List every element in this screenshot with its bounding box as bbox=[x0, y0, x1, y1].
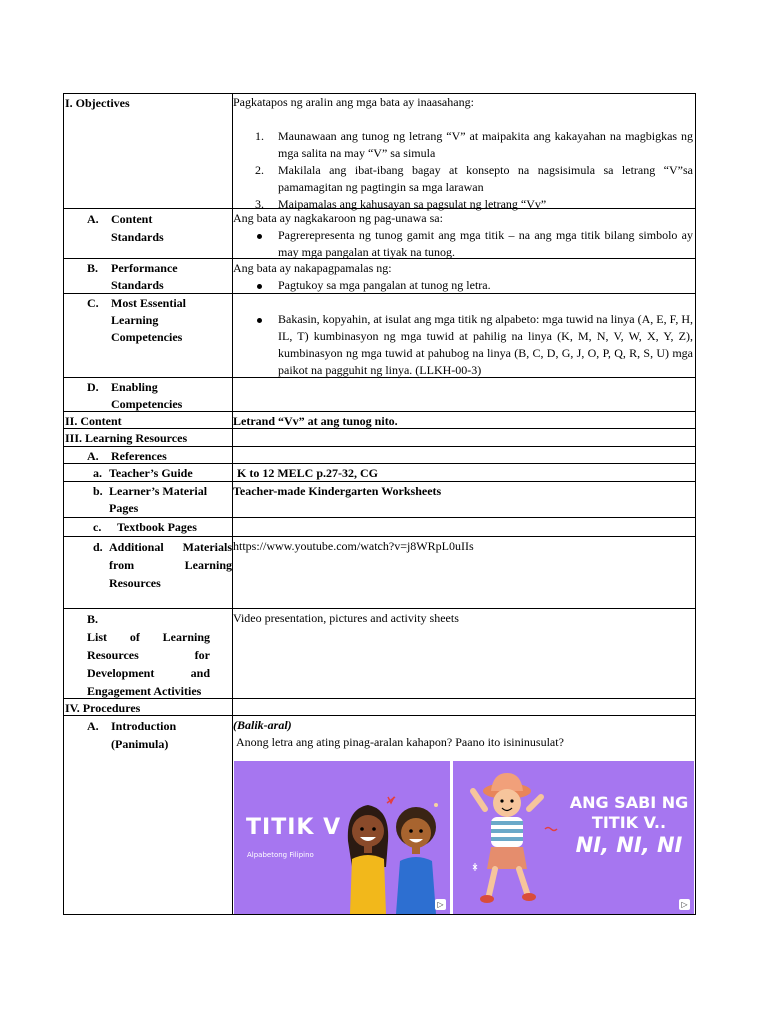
melc-bullet: Bakasin, kopyahin, at isulat ang mga titik ng alpabeto: mga tuwid na linya (A, E, F, H, IL, T) kumbinasyon ng mga tuwid at pahilig na linya (K, M, N, V, W, X, Y, Z), kumbinasyon ng mga tuwid at pahubog na linya (B, C, D, G, J, O, P, Q, R, S, U) mga paikot na pagguhit ng linya. (LLKH-00-3) bbox=[233, 311, 693, 379]
objectives-label: I. Objectives bbox=[65, 96, 130, 110]
lesson-plan-table bbox=[63, 93, 696, 915]
introduction-heading: (Balik-aral) bbox=[233, 718, 292, 732]
performance-standards-label: B. Performance Standards bbox=[87, 261, 178, 292]
video-thumbnail-ang-sabi[interactable] bbox=[453, 761, 694, 914]
learning-resources-row bbox=[63, 429, 696, 447]
performance-standards-intro: Ang bata ay nakapagpamalas ng: bbox=[233, 261, 392, 275]
teachers-guide-label: a. Teacher’s Guide bbox=[93, 466, 193, 480]
objectives-row bbox=[63, 93, 696, 209]
video-thumbnail-titik-v[interactable] bbox=[234, 761, 450, 914]
textbook-row bbox=[63, 518, 696, 537]
introduction-cell bbox=[233, 716, 695, 751]
learners-material-label: b. Learner’s Material Pages bbox=[93, 484, 208, 515]
procedures-row bbox=[63, 699, 696, 716]
content-row bbox=[63, 412, 696, 429]
melc-row bbox=[63, 294, 696, 378]
learning-resources-label: III. Learning Resources bbox=[65, 431, 188, 445]
textbook-label: c. Textbook Pages bbox=[93, 520, 197, 534]
introduction-row bbox=[63, 716, 696, 915]
list-resources-row bbox=[63, 609, 696, 699]
list-resources-value: Video presentation, pictures and activity sheets bbox=[233, 611, 459, 625]
slide1-title: TITIK V bbox=[246, 815, 342, 840]
content-standards-row bbox=[63, 209, 696, 259]
additional-label: d. Additional Materials from Learning Resources bbox=[93, 540, 232, 590]
slide1-caption: Alpabetong Filipino bbox=[247, 851, 314, 859]
additional-link[interactable]: https://www.youtube.com/watch?v=j8WRpL0uIIs bbox=[233, 539, 474, 553]
performance-standards-cell bbox=[233, 259, 695, 294]
references-label: A. References bbox=[87, 449, 167, 463]
enabling-row bbox=[63, 378, 696, 412]
child-hat-illustration bbox=[465, 769, 560, 909]
teachers-guide-value: K to 12 MELC p.27-32, CG bbox=[237, 466, 378, 480]
objectives-intro: Pagkatapos ng aralin ang mga bata ay inaasahang: bbox=[233, 95, 474, 109]
content-standards-label: A. Content Standards bbox=[87, 212, 164, 244]
play-icon: ▷ bbox=[435, 899, 446, 910]
slide2-line3: NI, NI, NI bbox=[575, 833, 683, 857]
learners-material-value: Teacher-made Kindergarten Worksheets bbox=[233, 484, 442, 498]
performance-standards-row bbox=[63, 259, 696, 294]
procedures-label: IV. Procedures bbox=[65, 701, 141, 715]
introduction-question: Anong letra ang ating pinag-aralan kahapon? Paano ito isininusulat? bbox=[236, 735, 564, 749]
objective-item: 1. Maunawaan ang tunog ng letrang “V” at maipakita ang kakayahan na magbigkas ng mga salita na may “V” sa simula bbox=[255, 129, 693, 160]
performance-standards-bullet: Pagtukoy sa mga pangalan at tunog ng letra. bbox=[233, 277, 693, 294]
objective-item: 3. Maipamalas ang kahusayan sa pagsulat ng letrang “Vv” bbox=[255, 197, 547, 211]
children-illustration bbox=[338, 789, 450, 914]
melc-cell bbox=[233, 294, 695, 379]
introduction-label: A. Introduction (Panimula) bbox=[87, 719, 177, 751]
content-standards-bullet: Pagrerepresenta ng tunog gamit ang mga titik – na ang mga titik bilang simbolo ay may mga pangalan at tiyak na tunog. bbox=[233, 227, 693, 261]
content-standards-intro: Ang bata ay nagkakaroon ng pag-unawa sa: bbox=[233, 211, 443, 225]
objectives-list bbox=[233, 128, 693, 213]
references-row bbox=[63, 447, 696, 464]
content-value: Letrand “Vv” at ang tunog nito. bbox=[233, 414, 398, 428]
slide2-line2: TITIK V.. bbox=[591, 813, 667, 832]
play-icon: ▷ bbox=[679, 899, 690, 910]
teachers-guide-row bbox=[63, 464, 696, 482]
objectives-cell bbox=[233, 93, 695, 213]
melc-label: C. Most Essential Learning Competencies bbox=[87, 296, 186, 344]
column-divider bbox=[232, 93, 233, 915]
content-standards-cell bbox=[233, 209, 695, 261]
content-label: II. Content bbox=[65, 414, 122, 428]
learners-material-row bbox=[63, 482, 696, 518]
enabling-label: D. Enabling Competencies bbox=[87, 380, 183, 411]
list-resources-label: B.List of Learning Resources for Development and Engagement Activities bbox=[87, 612, 210, 698]
objective-item: 2. Makilala ang ibat-ibang bagay at konsepto na nagsisimula sa letrang “V”sa pamamagitan ng pagtingin sa mga larawan bbox=[255, 163, 693, 194]
slide2-line1: ANG SABI NG bbox=[569, 793, 689, 812]
additional-row bbox=[63, 537, 696, 609]
